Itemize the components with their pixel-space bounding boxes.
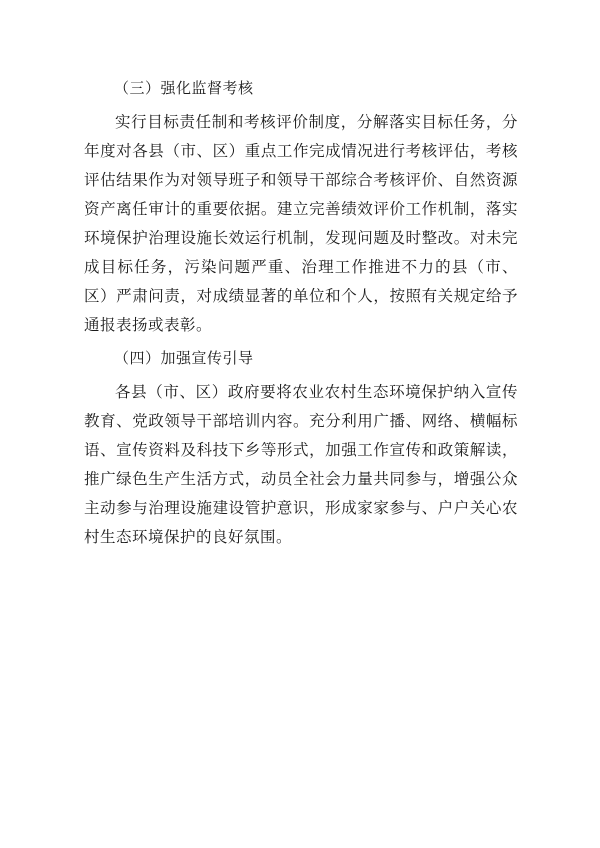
section-heading-supervision: （三）强化监督考核: [114, 79, 254, 97]
document-body: [84, 74, 518, 552]
section-paragraph-supervision: 实行目标责任制和考核评价制度，分解落实目标任务，分年度对各县（市、区）重点工作完成情况进行考核评估，考核评估结果作为对领导班子和领导干部综合考核评价、自然资源资产离任审计的重要依据。建立完善绩效评价工作机制，落实环境保护治理设施长效运行机制，发现问题及时整改。对未完成目标任务，污染问题严重、治理工作推进不力的县（市、区）严肃问责，对成绩显著的单位和个人，按照有关规定给予通报表扬或表彰。: [84, 113, 518, 334]
section-paragraph-publicity: 各县（市、区）政府要将农业农村生态环境保护纳入宣传教育、党政领导干部培训内容。充分利用广播、网络、横幅标语、宣传资料及科技下乡等形式，加强工作宣传和政策解读，推广绿色生产生活方式，动员全社会力量共同参与，增强公众主动参与治理设施建设管护意识，形成家家参与、户户关心农村生态环境保护的良好氛围。: [84, 383, 518, 546]
section-heading-publicity: （四）加强宣传引导: [114, 349, 254, 367]
